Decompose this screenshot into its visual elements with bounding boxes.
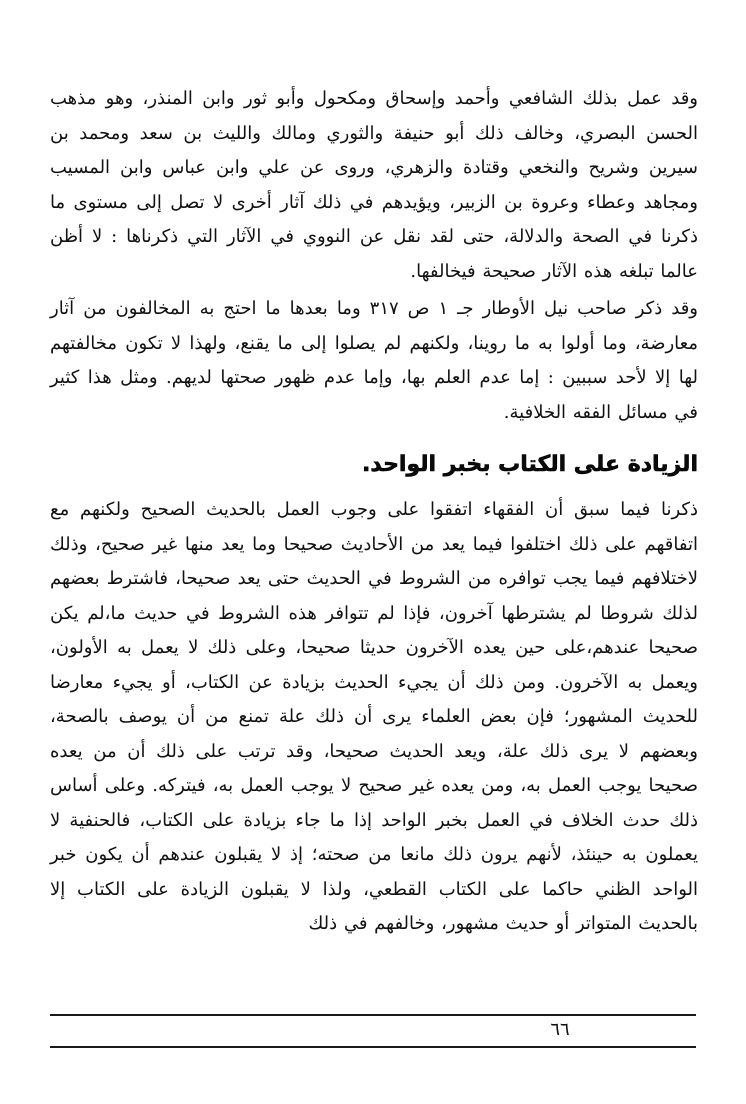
paragraph-nayl-al-awtar: [50, 292, 698, 430]
paragraph-shafii-view: [50, 82, 698, 289]
section-heading: [362, 452, 698, 477]
paragraph-text: وقد عمل بذلك الشافعي وأحمد وإسحاق ومكحول وأبو ثور وابن المنذر، وهو مذهب الحسن البصري، وخالف ذلك أبو حنيفة والثوري ومالك والليث بن سعد ومحمد بن سيرين وشريح والنخعي وقتادة والزهري، وروى عن علي وابن عباس وابن المسيب ومجاهد وعطاء وعروة بن الزبير، ويؤيدهم في ذلك آثار أخرى لا تصل إلى مستوى ما ذكرنا في الصحة والدلالة، حتى لقد نقل عن النووي في الآثار التي ذكرناها : لا أظن عالما تبلغه هذه الآثار صحيحة فيخالفها.: [50, 88, 698, 282]
paragraph-text: وقد ذكر صاحب نيل الأوطار جـ ١ ص ٣١٧ وما بعدها ما احتج به المخالفون من آثار معارضة، وما أولوا به ما روينا، ولكنهم لم يصلوا إلى ما يقنع، ولهذا لا تكون مخالفتهم لها إلا لأحد سببين : إما عدم العلم بها، وإما عدم ظهور صحتها لديهم. ومثل هذا كثير في مسائل الفقه الخلافية.: [50, 298, 698, 423]
footer-rule-bottom: [50, 1046, 696, 1048]
footer-rule-top: [50, 1014, 696, 1016]
page-number: ٦٦: [550, 1019, 570, 1040]
section-heading-text: الزيادة على الكتاب بخبر الواحد.: [362, 452, 698, 477]
paragraph-text: ذكرنا فيما سبق أن الفقهاء اتفقوا على وجوب العمل بالحديث الصحيح ولكنهم مع اتفاقهم على ذلك اختلفوا فيما يعد من الأحاديث صحيحا وما يعد منها غير صحيح، وذلك لاختلافهم فيما يجب توافره من الشروط في الحديث حتى يعد صحيحا، فاشترط بعضهم لذلك شروطا لم يشترطها آخرون، فإذا لم تتوافر هذه الشروط في حديث ما،لم يكن صحيحا عندهم،على حين يعده الآخرون حديثا صحيحا، وعلى ذلك لا يعمل به الأولون، ويعمل به الآخرون. ومن ذلك أن يجيء الحديث بزيادة عن الكتاب، أو يجيء معارضا للحديث المشهور؛ فإن بعض العلماء يرى أن ذلك علة تمنع من أن يوصف بالصحة، وبعضهم لا يرى ذلك علة، ويعد الحديث صحيحا، وقد ترتب على ذلك أن من يعده صحيحا يوجب العمل به، ومن يعده غير صحيح لا يوجب العمل به، فيتركه. وعلى أساس ذلك حدث الخلاف في العمل بخبر الواحد إذا ما جاء بزيادة على الكتاب، فالحنفية لا يعملون به حينئذ، لأنهم يرون ذلك مانعا من صحته؛ إذ لا يقبلون عندهم أن يكون خبر الواحد الظني حاكما على الكتاب القطعي، ولذا لا يقبلون الزيادة على الكتاب إلا بالحديث المتواتر أو حديث مشهور، وخالفهم في ذلك: [50, 499, 698, 934]
paragraph-addition-to-book: [50, 493, 698, 942]
